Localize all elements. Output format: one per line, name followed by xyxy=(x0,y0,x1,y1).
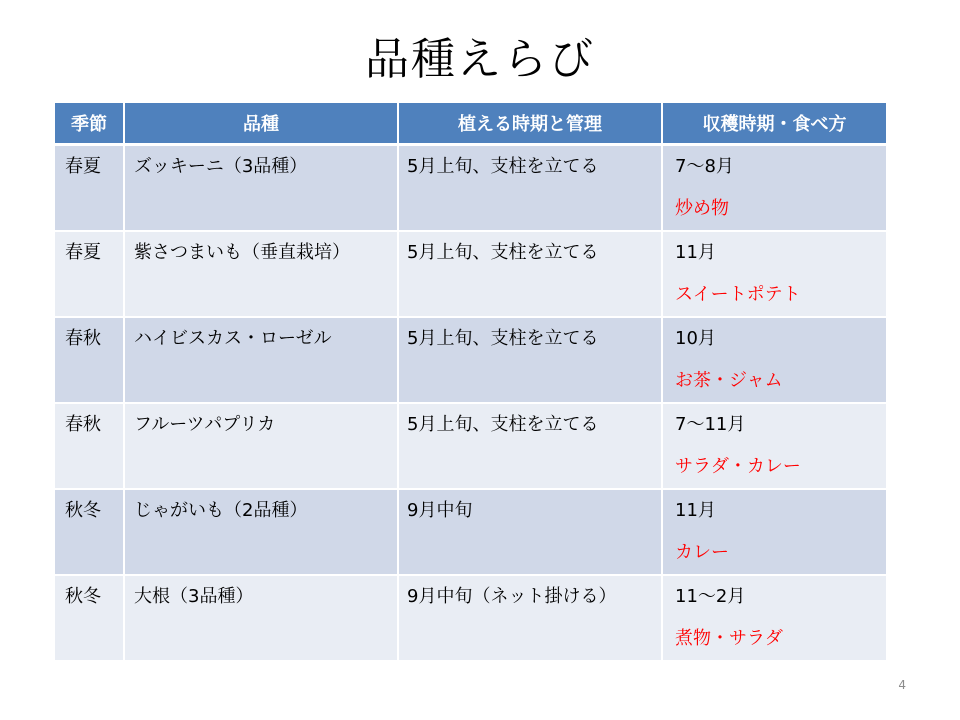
variety-cell: じゃがいも（2品種） xyxy=(124,489,398,575)
harvest-cell xyxy=(662,231,886,317)
planting-cell: 5月上旬、支柱を立てる xyxy=(398,403,662,489)
table-row xyxy=(55,317,886,403)
planting-cell: 9月中旬（ネット掛ける） xyxy=(398,575,662,661)
table-row xyxy=(55,575,886,661)
harvest-months: 7～8月 xyxy=(675,156,734,177)
planting-cell: 5月上旬、支柱を立てる xyxy=(398,145,662,232)
harvest-cell xyxy=(662,145,886,232)
planting-cell: 9月中旬 xyxy=(398,489,662,575)
variety-cell: ズッキーニ（3品種） xyxy=(124,145,398,232)
variety-table xyxy=(55,103,886,662)
usage-text: サラダ・カレー xyxy=(675,456,801,477)
season-cell: 春夏 xyxy=(55,145,124,232)
header-variety: 品種 xyxy=(124,103,398,145)
usage-text: 炒め物 xyxy=(675,198,729,219)
harvest-months: 7～11月 xyxy=(675,414,746,435)
usage-text: カレー xyxy=(675,542,729,563)
season-cell: 春夏 xyxy=(55,231,124,317)
planting-cell: 5月上旬、支柱を立てる xyxy=(398,231,662,317)
usage-text: 煮物・サラダ xyxy=(675,628,783,649)
harvest-months: 11月 xyxy=(675,242,716,263)
harvest-months: 11～2月 xyxy=(675,586,746,607)
header-planting: 植える時期と管理 xyxy=(398,103,662,145)
table-row xyxy=(55,231,886,317)
harvest-cell xyxy=(662,403,886,489)
planting-cell: 5月上旬、支柱を立てる xyxy=(398,317,662,403)
header-season: 季節 xyxy=(55,103,124,145)
harvest-cell xyxy=(662,489,886,575)
usage-text: スイートポテト xyxy=(675,284,801,305)
harvest-cell xyxy=(662,575,886,661)
variety-cell: フルーツパプリカ xyxy=(124,403,398,489)
harvest-cell xyxy=(662,317,886,403)
variety-cell: 大根（3品種） xyxy=(124,575,398,661)
variety-cell: 紫さつまいも（垂直栽培） xyxy=(124,231,398,317)
table-row xyxy=(55,489,886,575)
season-cell: 秋冬 xyxy=(55,489,124,575)
slide-title: 品種えらび xyxy=(365,34,595,85)
table-row xyxy=(55,145,886,232)
season-cell: 秋冬 xyxy=(55,575,124,661)
table-header-row xyxy=(55,103,886,145)
season-cell: 春秋 xyxy=(55,403,124,489)
season-cell: 春秋 xyxy=(55,317,124,403)
harvest-months: 10月 xyxy=(675,328,716,349)
page-number: 4 xyxy=(898,678,906,692)
table-row xyxy=(55,403,886,489)
header-harvest: 収穫時期・食べ方 xyxy=(662,103,886,145)
usage-text: お茶・ジャム xyxy=(675,370,783,391)
variety-cell: ハイビスカス・ローゼル xyxy=(124,317,398,403)
harvest-months: 11月 xyxy=(675,500,716,521)
